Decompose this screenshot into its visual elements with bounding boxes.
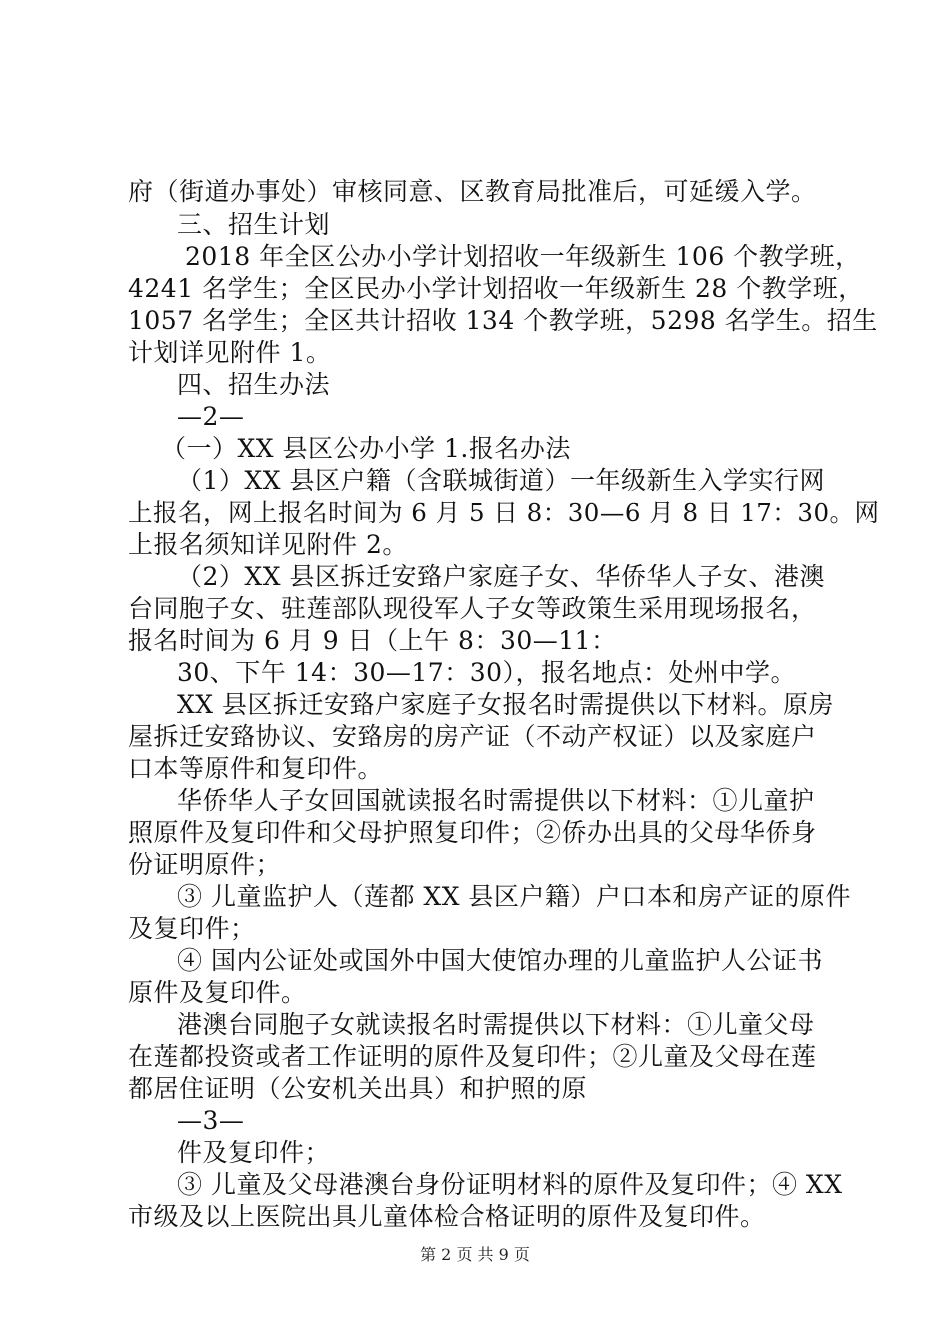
text-line: 上报名须知详见附件 2。 <box>128 530 408 559</box>
text-line: 口本等原件和复印件。 <box>128 754 384 783</box>
text-line: 计划详见附件 1。 <box>128 338 332 367</box>
text-line: 2018 年全区公办小学计划招收一年级新生 106 个教学班， <box>185 242 861 271</box>
text-line: 30、下午 14：30—17：30），报名地点：处州中学。 <box>177 658 797 687</box>
text-line: 件及复印件； <box>177 1138 331 1167</box>
text-line: 份证明原件； <box>128 850 282 879</box>
text-line: ③ 儿童监护人（莲都 XX 县区户籍）户口本和房产证的原件 <box>177 882 851 911</box>
text-line: ③ 儿童及父母港澳台身份证明材料的原件及复印件；④ XX <box>177 1170 843 1199</box>
text-line: 台同胞子女、驻莲部队现役军人子女等政策生采用现场报名， <box>128 594 817 623</box>
section-heading: 三、招生计划 <box>177 210 331 239</box>
section-heading: 四、招生办法 <box>177 370 331 399</box>
text-line: （2）XX 县区拆迁安臵户家庭子女、华侨华人子女、港澳 <box>177 562 825 591</box>
page-footer: 第 2 页 共 9 页 <box>420 1245 530 1264</box>
text-line: 在莲都投资或者工作证明的原件及复印件；②儿童及父母在莲 <box>128 1042 817 1071</box>
text-line: 府（街道办事处）审核同意、区教育局批准后，可延缓入学。 <box>128 177 817 206</box>
page-marker: —2— <box>177 402 245 431</box>
text-line: ④ 国内公证处或国外中国大使馆办理的儿童监护人公证书 <box>177 946 823 975</box>
text-line: XX 县区拆迁安臵户家庭子女报名时需提供以下材料。原房 <box>177 690 835 719</box>
subsection-heading: （一）XX 县区公办小学 1.报名办法 <box>161 434 571 463</box>
text-line: 屋拆迁安臵协议、安臵房的房产证（不动产权证）以及家庭户 <box>128 722 817 751</box>
page-marker: —3— <box>177 1106 245 1135</box>
text-line: 报名时间为 6 月 9 日（上午 8：30—11： <box>128 626 617 655</box>
text-line: 及复印件； <box>128 914 256 943</box>
text-line: 4241 名学生；全区民办小学计划招收一年级新生 28 个教学班， <box>128 274 864 303</box>
text-line: 1057 名学生；全区共计招收 134 个教学班，5298 名学生。招生 <box>128 306 878 335</box>
text-line: 照原件及复印件和父母护照复印件；②侨办出具的父母华侨身 <box>128 818 817 847</box>
text-line: 上报名，网上报名时间为 6 月 5 日 8：30—6 月 8 日 17：30。网 <box>128 498 880 527</box>
text-line: 都居住证明（公安机关出具）和护照的原 <box>128 1074 588 1103</box>
text-line: （1）XX 县区户籍（含联城街道）一年级新生入学实行网 <box>177 466 825 495</box>
text-line: 华侨华人子女回国就读报名时需提供以下材料：①儿童护 <box>177 786 815 815</box>
text-line: 原件及复印件。 <box>128 978 307 1007</box>
text-line: 市级及以上医院出具儿童体检合格证明的原件及复印件。 <box>128 1202 766 1231</box>
text-line: 港澳台同胞子女就读报名时需提供以下材料：①儿童父母 <box>177 1010 815 1039</box>
